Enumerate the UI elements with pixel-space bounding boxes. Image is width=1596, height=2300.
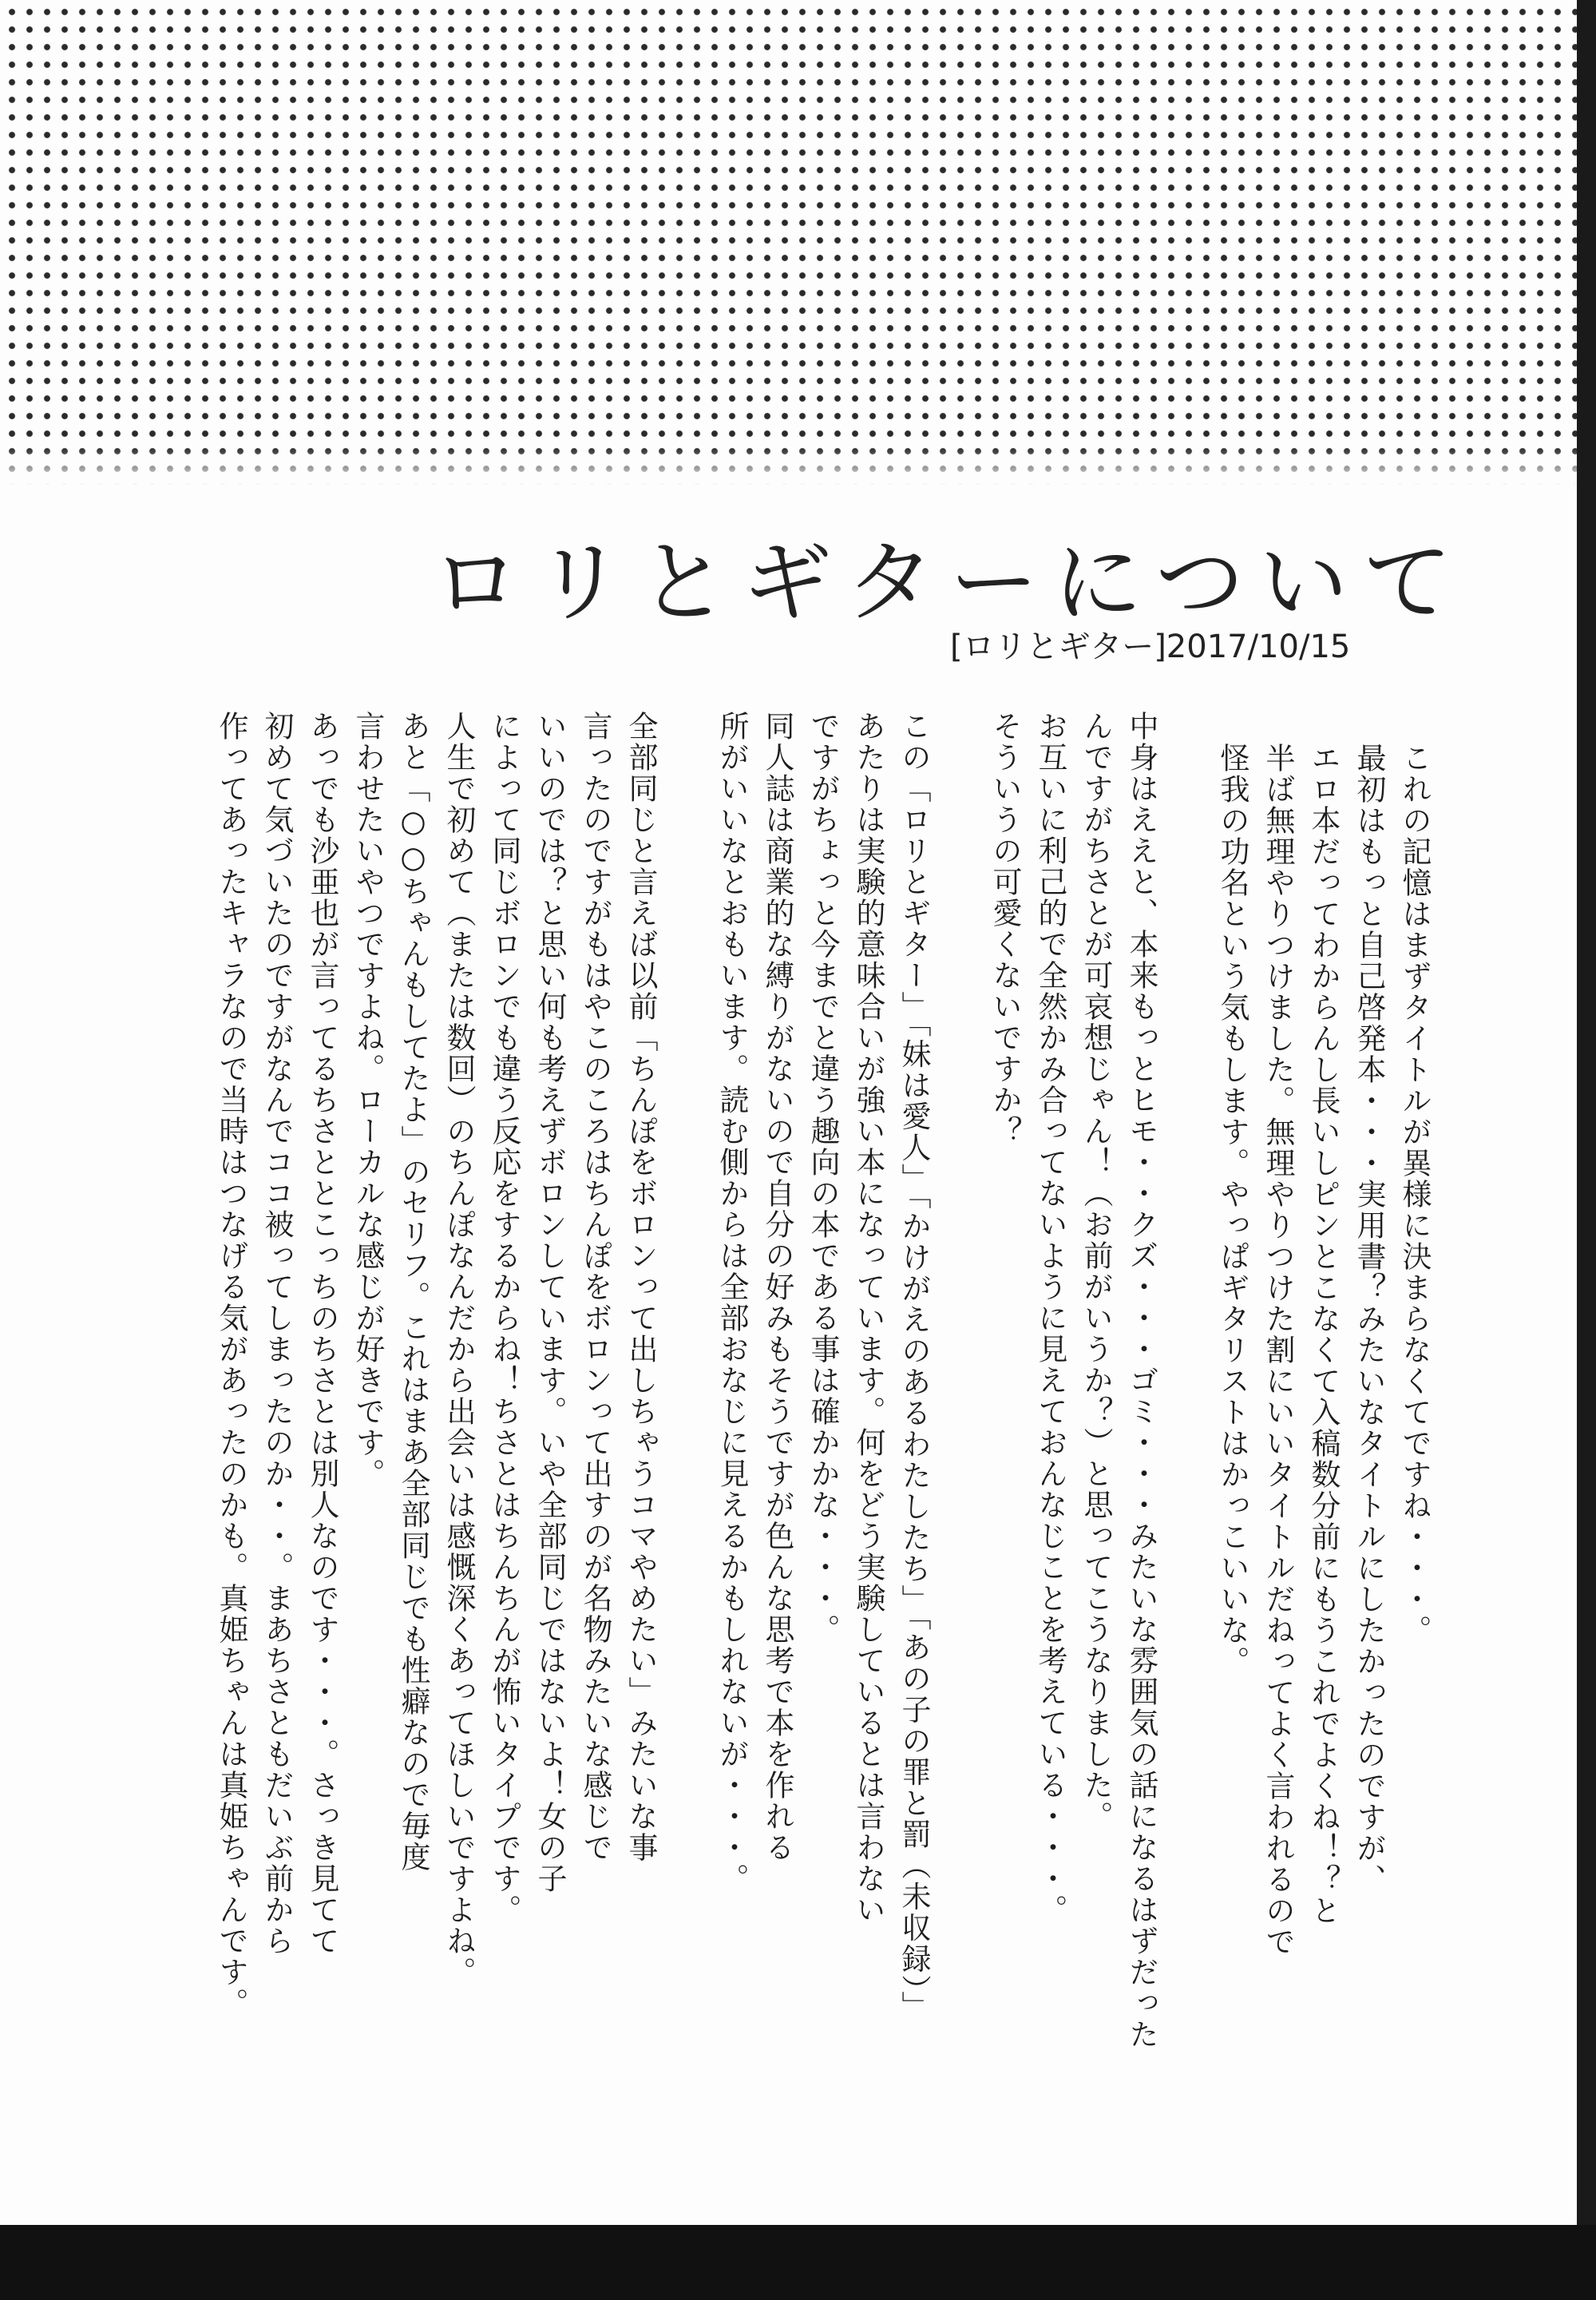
text-line: 作ってあったキャラなので当時はつなげる気があったのかも。真姫ちゃんは真姫ちゃんです。 [214, 711, 248, 2019]
text-line: 中身はええと、本来もっとヒモ・・クズ・・・ゴミ・・・みたいな雰囲気の話になるはずだった [1124, 711, 1158, 2050]
text-line: いいのでは？と思い何も考えずボロンしています。いや全部同じではないよ！女の子 [533, 711, 567, 1894]
text-line: 言ったのですがもはやこのころはちんぽをボロンって出すのが名物みたいな感じで [578, 711, 612, 1863]
text-line: お互いに利己的で全然かみ合ってないように見えておんなじことを考えている・・・。 [1033, 711, 1067, 1925]
text-line: によって同じボロンでも違う反応をするからね！ちさとはちんちんが怖いタイプです。 [487, 711, 521, 1925]
afterword-body [88, 711, 1437, 2212]
text-line: 初めて気づいたのですがなんでココ被ってしまったのか・・。まあちさともだいぶ前から [259, 711, 294, 1957]
text-line: 怪我の功名という気もします。やっぱギタリストはかっこいいな。 [1215, 743, 1249, 1677]
text-line: そういうの可愛くないですか？ [988, 711, 1022, 1147]
text-line: 同人誌は商業的な縛りがないので自分の好みもそうですが色んな思考で本を作れる [760, 711, 794, 1863]
paragraph-3 [800, 711, 982, 2212]
text-line: 人生で初めて（または数回）のちんぽなんだから出会いは感慨深くあってほしいですよね。 [442, 711, 476, 1988]
paragraph-6 [345, 711, 436, 2212]
paragraph-2 [982, 711, 1210, 2212]
text-line [1164, 711, 1210, 2212]
paragraph-5 [436, 711, 709, 2212]
text-line: あたりは実験的意味合いが強い本になっています。何をどう実験しているとは言わない [851, 711, 885, 1925]
text-line: ですがちょっと今までと違う趣向の本である事は確かかな・・・。 [806, 711, 840, 1645]
text-line: あっでも沙亜也が言ってるちさととこっちのちさとは別人なのです・・・。さっき見てて [305, 711, 339, 1957]
text-line: 最初はもっと自己啓発本・・・実用書？みたいなタイトルにしたかったのですが、 [1352, 743, 1386, 1895]
page-title: ロリとギターについて [431, 531, 1467, 635]
text-line [937, 711, 982, 2212]
text-line: 半ば無理やりつけました。無理やりつけた割にいいタイトルだねってよく言われるので [1261, 743, 1295, 1957]
paragraph-1 [1210, 743, 1437, 2212]
text-line: んですがちさとが可哀想じゃん！（お前がいうか？）と思ってこうなりました。 [1079, 711, 1113, 1832]
text-line: 言わせたいやつですよね。ローカルな感じが好きです。 [350, 711, 385, 1489]
text-line: これの記憶はまずタイトルが異様に決まらなくてですね・・・。 [1397, 743, 1432, 1646]
paragraph-7 [208, 711, 345, 2212]
scan-edge-bottom [0, 2225, 1596, 2300]
scan-edge-right [1577, 0, 1596, 2300]
text-line: エロ本だってわからんし長いしピンとこなくて入稿数分前にもうこれでよくね！？と [1306, 743, 1341, 1926]
text-line: 全部同じと言えば以前「ちんぽをボロンって出しちゃうコマやめたい」みたいな事 [624, 711, 658, 1863]
text-line: あと「○○ちゃんもしてたよ」のセリフ。これはまあ全部同じでも性癖なので毎度 [396, 711, 430, 1873]
paragraph-4 [709, 711, 800, 2212]
text-line: 所がいいなとおもいます。読む側からは全部おなじに見えるかもしれないが・・・。 [715, 711, 749, 1894]
text-line [663, 711, 709, 2212]
page-subtitle: [ロリとギター]2017/10/15 [950, 629, 1351, 665]
pattern-edge [0, 447, 1577, 486]
halftone-dot-pattern [0, 0, 1577, 486]
text-line: この「ロリとギター」「妹は愛人」「かけがえのあるわたしたち」「あの子の罪と罰（未収録）」 [897, 711, 931, 2022]
